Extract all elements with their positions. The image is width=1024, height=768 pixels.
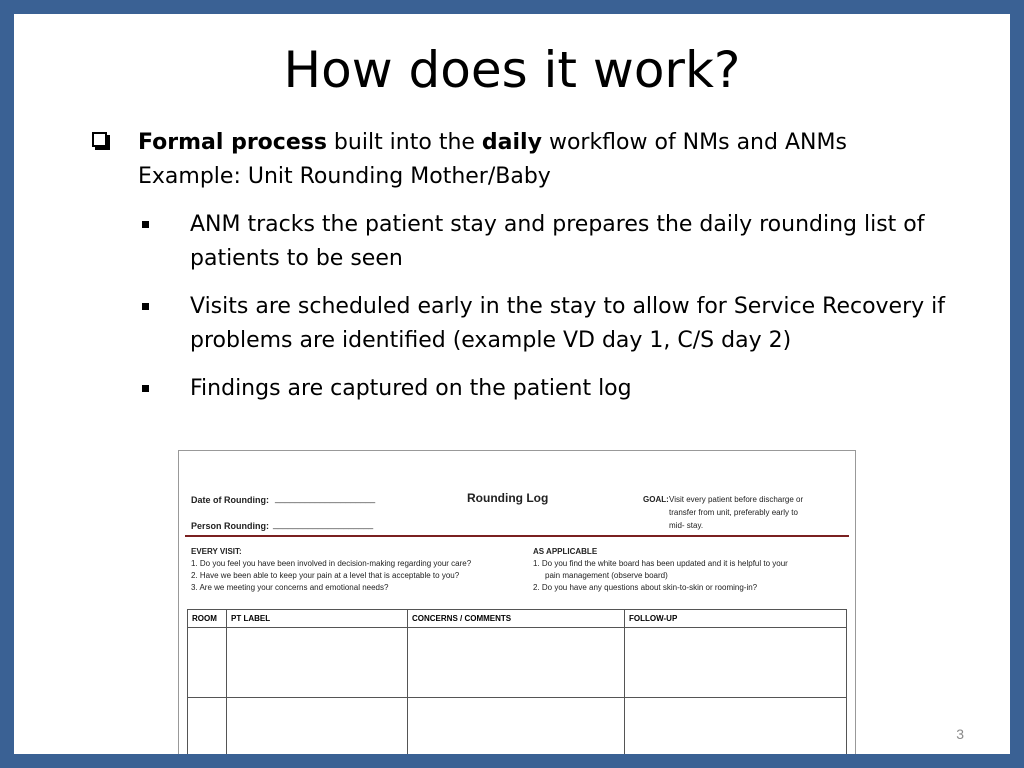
person-blank: ____________________ <box>273 519 374 529</box>
divider-line <box>185 535 849 537</box>
goal-line3: mid- stay. <box>669 521 704 530</box>
sub-bullet-text: Findings are captured on the patient log <box>190 376 632 401</box>
main-bullet-line2: Example: Unit Rounding Mother/Baby <box>138 164 551 189</box>
date-label: Date of Rounding: <box>191 495 269 505</box>
every-visit-item: 1. Do you feel you have been involved in decision-making regarding your care? <box>191 559 472 568</box>
table-row <box>188 698 847 755</box>
page-number: 3 <box>956 726 964 742</box>
goal-line1: Visit every patient before discharge or <box>669 495 804 504</box>
log-table <box>187 609 847 754</box>
as-applicable-item: 2. Do you have any questions about skin-to-skin or rooming-in? <box>533 583 758 592</box>
every-visit-heading: EVERY VISIT: <box>191 547 242 556</box>
table-cell <box>625 698 847 755</box>
table-cell <box>227 628 408 698</box>
table-cell <box>625 628 847 698</box>
checkbox-bullet-icon <box>92 132 107 147</box>
goal-label: GOAL: <box>643 495 669 504</box>
square-bullet-icon <box>142 221 149 228</box>
main-bullet-text2: workflow of NMs and ANMs <box>541 130 847 155</box>
column-header: FOLLOW-UP <box>625 610 847 628</box>
sub-bullet-text: Visits are scheduled early in the stay to allow for Service Recovery if problems are identified (example VD day 1, C/S day 2) <box>190 294 946 353</box>
table-header-row <box>188 610 847 628</box>
square-bullet-icon <box>142 385 149 392</box>
square-bullet-icon <box>142 303 149 310</box>
bullet-list <box>90 126 990 406</box>
table-cell <box>188 628 227 698</box>
sub-bullet <box>90 290 990 358</box>
goal-line2: transfer from unit, preferably early to <box>669 508 798 517</box>
column-header: ROOM <box>188 610 227 628</box>
main-bullet-line1 <box>138 126 990 160</box>
slide <box>14 14 1010 754</box>
date-blank: ____________________ <box>275 493 376 503</box>
as-applicable-item: 1. Do you find the white board has been updated and it is helpful to your <box>533 559 788 568</box>
table-cell <box>408 698 625 755</box>
column-header: CONCERNS / COMMENTS <box>408 610 625 628</box>
table-row <box>188 628 847 698</box>
table-cell <box>227 698 408 755</box>
daily-text: daily <box>481 130 542 155</box>
sub-bullet <box>90 208 990 276</box>
as-applicable-item: pain management (observe board) <box>545 571 668 580</box>
as-applicable-heading: AS APPLICABLE <box>533 547 598 556</box>
slide-title: How does it work? <box>283 41 741 99</box>
table-cell <box>408 628 625 698</box>
rounding-log-image <box>178 450 856 754</box>
sub-bullet-text: ANM tracks the patient stay and prepares the daily rounding list of patients to be seen <box>190 212 925 271</box>
main-bullet <box>90 126 990 194</box>
sub-bullet <box>90 372 990 406</box>
every-visit-item: 2. Have we been able to keep your pain at a level that is acceptable to you? <box>191 571 460 580</box>
every-visit-item: 3. Are we meeting your concerns and emotional needs? <box>191 583 389 592</box>
column-header: PT LABEL <box>227 610 408 628</box>
log-title: Rounding Log <box>467 491 549 505</box>
person-label: Person Rounding: <box>191 521 269 531</box>
main-bullet-text1: built into the <box>326 130 482 155</box>
formal-process-text: Formal process <box>138 130 327 155</box>
table-cell <box>188 698 227 755</box>
